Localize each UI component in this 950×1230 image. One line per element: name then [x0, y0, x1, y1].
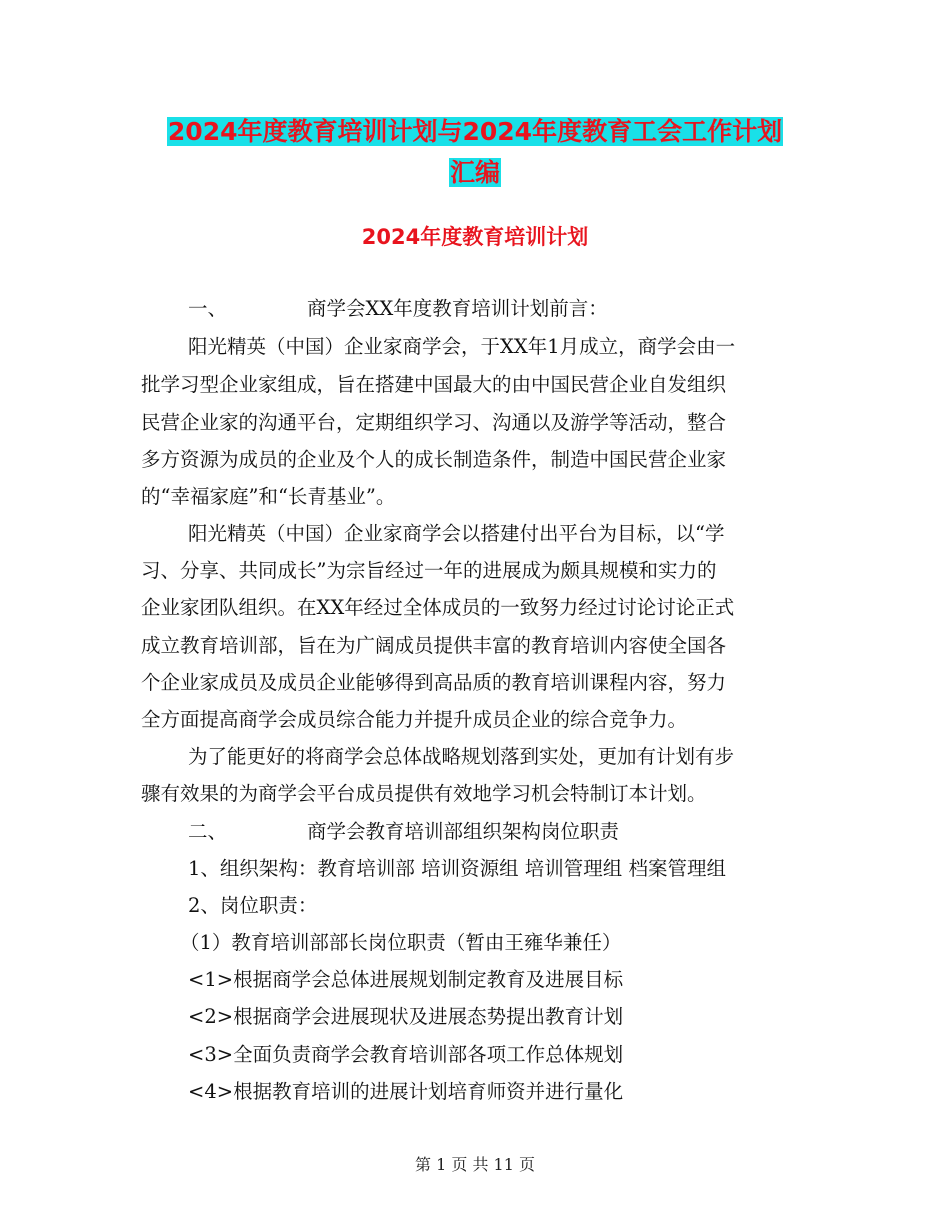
section-number: 二、 — [188, 820, 228, 843]
paragraph-line: 成立教育培训部，旨在为广阔成员提供丰富的教育培训内容使全国各 — [141, 634, 727, 657]
paragraph-line: 多方资源为成员的企业及个人的成长制造条件，制造中国民营企业家 — [141, 448, 727, 471]
list-item: <3>全面负责商学会教育培训部各项工作总体规划 — [188, 1043, 624, 1066]
list-item: <1>根据商学会总体进展规划制定教育及进展目标 — [188, 968, 624, 991]
section-heading-1 — [188, 294, 608, 324]
list-item: <2>根据商学会进展现状及进展态势提出教育计划 — [188, 1005, 624, 1028]
paragraph-line: 全方面提高商学会成员综合能力并提升成员企业的综合竞争力。 — [141, 708, 688, 731]
paragraph-line: 的“幸福家庭”和“长青基业”。 — [141, 485, 396, 508]
page-footer: 第 1 页 共 11 页 — [415, 1155, 535, 1174]
paragraph-line: 骤有效果的为商学会平台成员提供有效地学习机会特制订本计划。 — [141, 782, 707, 805]
paragraph-line: 企业家团队组织。在XX年经过全体成员的一致努力经过讨论讨论正式 — [141, 596, 735, 619]
section-heading-2 — [188, 817, 619, 847]
list-item: （1）教育培训部部长岗位职责（暂由王雍华兼任） — [180, 931, 622, 954]
paragraph-line: 习、分享、共同成长”为宗旨经过一年的进展成为颇具规模和实力的 — [141, 559, 717, 582]
title-highlight: 2024年度教育培训计划与2024年度教育工会工作计划 — [167, 117, 783, 146]
list-item: 1、组织架构：教育培训部 培训资源组 培训管理组 档案管理组 — [188, 857, 727, 880]
list-item: <4>根据教育培训的进展计划培育师资并进行量化 — [188, 1080, 624, 1103]
paragraph-line: 批学习型企业家组成，旨在搭建中国最大的由中国民营企业自发组织 — [141, 373, 727, 396]
paragraph-line: 阳光精英（中国）企业家商学会以搭建付出平台为目标，以“学 — [188, 522, 725, 545]
document-title-line-1 — [0, 113, 950, 151]
paragraph-line: 民营企业家的沟通平台，定期组织学习、沟通以及游学等活动，整合 — [141, 411, 727, 434]
section-text: 商学会教育培训部组织架构岗位职责 — [307, 820, 620, 843]
paragraph-line: 阳光精英（中国）企业家商学会，于XX年1月成立，商学会由一 — [188, 335, 736, 358]
list-item: 2、岗位职责： — [188, 894, 318, 917]
paragraph-line: 为了能更好的将商学会总体战略规划落到实处，更加有计划有步 — [188, 745, 735, 768]
title-highlight: 汇编 — [449, 158, 500, 187]
document-title-line-2 — [0, 154, 950, 192]
section-subtitle: 2024年度教育培训计划 — [361, 225, 589, 249]
paragraph-line: 个企业家成员及成员企业能够得到高品质的教育培训课程内容，努力 — [141, 671, 727, 694]
section-number: 一、 — [188, 297, 228, 320]
section-text: 商学会XX年度教育培训计划前言： — [307, 297, 608, 320]
